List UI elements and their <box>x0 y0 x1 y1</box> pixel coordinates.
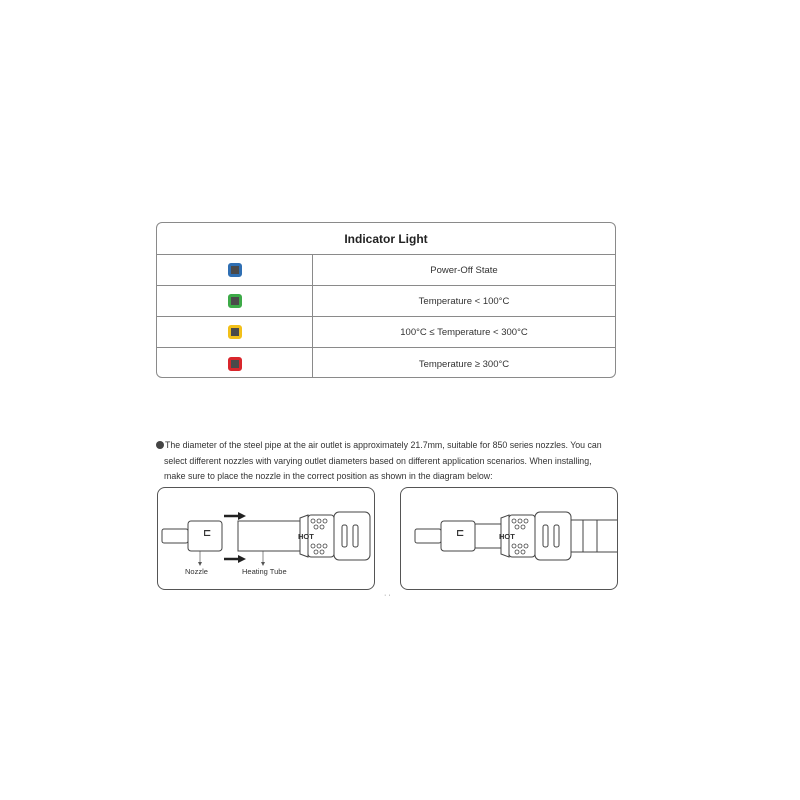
blue-light-icon <box>228 263 242 277</box>
yellow-light-icon <box>228 325 242 339</box>
nozzle-label: Nozzle <box>185 567 208 576</box>
nozzle-marker-icon: ⊏ <box>203 528 212 539</box>
nozzle-marker-icon: ⊏ <box>456 528 465 539</box>
green-light-icon <box>228 294 242 308</box>
paragraph-line: select different nozzles with varying outlet diameters based on different application scenarios. When installing, <box>164 455 592 466</box>
table-title: Indicator Light <box>157 223 615 255</box>
table-row <box>157 317 615 348</box>
page-mark: · · <box>384 592 391 599</box>
row-label: Temperature < 100°C <box>418 295 510 307</box>
table-row <box>157 255 615 286</box>
red-light-icon <box>228 357 242 371</box>
diagram-before-install <box>157 487 375 590</box>
table-row <box>157 286 615 317</box>
row-label: Temperature ≥ 300°C <box>418 358 510 370</box>
nozzle-instructions <box>156 438 620 485</box>
bullet-icon <box>156 441 164 449</box>
table-row <box>157 348 615 378</box>
heating-tube-label: Heating Tube <box>242 567 287 576</box>
paragraph-line: The diameter of the steel pipe at the air outlet is approximately 21.7mm, suitable for 850 series nozzles. You can <box>165 440 602 450</box>
indicator-light-table <box>156 222 616 378</box>
row-label: 100°C ≤ Temperature < 300°C <box>400 326 528 338</box>
hot-label: HOT <box>499 532 515 541</box>
diagram-after-install <box>400 487 618 590</box>
paragraph-line: make sure to place the nozzle in the correct position as shown in the diagram below: <box>164 471 493 481</box>
hot-label: HOT <box>298 532 314 541</box>
row-label: Power-Off State <box>430 264 498 276</box>
